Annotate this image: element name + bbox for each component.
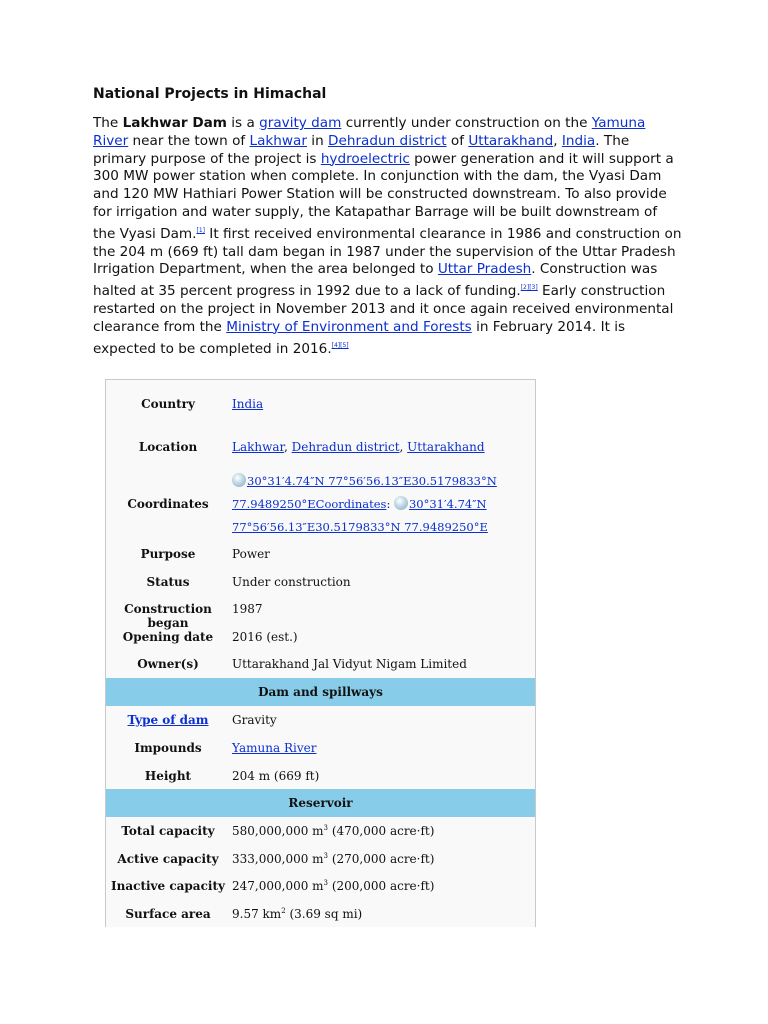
height-label: Height xyxy=(144,769,192,783)
opening-date-label: Opening date xyxy=(122,630,214,644)
section-header-reservoir: Reservoir xyxy=(106,789,535,817)
type-of-dam-value: Gravity xyxy=(232,713,277,727)
coordinates-link-3[interactable]: 30°31′4.74″N xyxy=(408,497,487,511)
surface-area-value: 9.57 $km^2$ (3.69 sq mi) xyxy=(232,907,363,921)
infobox: Country India Location Lakhwar, Dehradun district, Uttarakhand Coordinates 30°31′4.74″N 77°56′56.13″E30.5179833°N 77.9489250°ECoordinates: 30°31′4.74″N 77°56′56.13″E30.5179833°N 77.9489250°E Purpose Power Status Under construction Construction began 1987 Opening date 2016 (est.) Owner(s) Uttarakhand Jal Vidyut Nigam Limited Dam and spillways Type of dam Gravity Impounds Yamuna River Height 204 m (669 ft) Reservoir Total capacity 580,000,000 $m^3$ (470,000 acre·ft) Active capacity 333,000,000 $m^3$ (270,000 acre·ft) Inactive capacity 247,000,000 $m^3$ (200,000 acre·ft) Surface area 9.57 $km^2$ (3.69 sq mi) xyxy=(105,379,536,927)
article-paragraph: The Lakhwar Dam is a gravity dam currently under construction on the Yamuna River near the town of Lakhwar in Dehradun district of Uttarakhand, India. The primary purpose of the project is hydroelectric power generation and it will support a 300 MW power station when complete. In conjunction with the dam, the Vyasi Dam and 120 MW Hathiari Power Station will be constructed downstream. To also provide for irrigation and water supply, the Katapathar Barrage will be built downstream of the Vyasi Dam.[1] It first received environmental clearance in 1986 and construction on the 204 m (669 ft) tall dam began in 1987 under the supervision of the Uttar Pradesh Irrigation Department, when the area belonged to Uttar Pradesh. Construction was halted at 35 percent progress in 1992 due to a lack of funding.[2][3] Early construction restarted on the project in November 2013 and it once again received environmental clearance from the Ministry of Environment and Forests in February 2014. It is expected to be completed in 2016.[4][5] xyxy=(93,115,682,357)
purpose-label: Purpose xyxy=(140,547,196,561)
location-label: Location xyxy=(138,440,198,454)
link-hydroelectric[interactable]: hydroelectric xyxy=(320,150,410,167)
link-ministry-environment-forests[interactable]: Ministry of Environment and Forests xyxy=(226,318,472,335)
total-capacity-label: Total capacity xyxy=(121,824,215,838)
link-india[interactable]: India xyxy=(561,132,596,149)
link-yamuna-river[interactable]: Yamuna River xyxy=(93,115,646,149)
globe-icon[interactable] xyxy=(232,473,246,487)
status-value: Under construction xyxy=(232,575,351,589)
impounds-link[interactable]: Yamuna River xyxy=(232,741,317,755)
country-link[interactable]: India xyxy=(232,397,264,411)
link-gravity-dam[interactable]: gravity dam xyxy=(259,115,342,131)
section-header-dam-spillways: Dam and spillways xyxy=(106,678,535,706)
impounds-label: Impounds xyxy=(134,741,202,755)
globe-icon[interactable] xyxy=(394,496,408,510)
purpose-value: Power xyxy=(232,547,270,561)
inactive-capacity-value: 247,000,000 $m^3$ (200,000 acre·ft) xyxy=(232,879,435,893)
owner-value: Uttarakhand Jal Vidyut Nigam Limited xyxy=(232,657,467,671)
active-capacity-label: Active capacity xyxy=(117,852,219,866)
construction-began-label: Construction began xyxy=(124,602,212,630)
opening-date-value: 2016 (est.) xyxy=(232,630,298,644)
reference-1[interactable]: [1] xyxy=(196,226,205,234)
infobox-row-coordinates: Coordinates 30°31′4.74″N 77°56′56.13″E30.5179833°N 77.9489250°ECoordinates: 30°31′4.74″N 77°56′56.13″E30.5179833°N 77.9489250°E xyxy=(106,470,535,540)
dam-name: Lakhwar Dam xyxy=(122,115,227,131)
page-title: National Projects in Himachal xyxy=(93,86,327,102)
location-link-lakhwar[interactable]: Lakhwar xyxy=(232,440,284,454)
location-link-uttarakhand[interactable]: Uttarakhand xyxy=(407,440,485,454)
link-dehradun-district[interactable]: Dehradun district xyxy=(328,132,447,149)
coordinates-link-2[interactable]: 77.9489250°ECoordinates xyxy=(232,497,387,511)
type-of-dam-link[interactable]: Type of dam xyxy=(127,713,209,727)
coordinates-label: Coordinates xyxy=(127,497,209,511)
coordinates-link-1[interactable]: 30°31′4.74″N 77°56′56.13″E30.5179833°N xyxy=(247,474,497,488)
active-capacity-value: 333,000,000 $m^3$ (270,000 acre·ft) xyxy=(232,852,435,866)
height-value: 204 m (669 ft) xyxy=(232,769,320,783)
surface-area-label: Surface area xyxy=(125,907,211,921)
link-lakhwar[interactable]: Lakhwar xyxy=(249,132,307,149)
status-label: Status xyxy=(146,575,190,589)
reference-2-3[interactable]: [2][3] xyxy=(520,284,538,292)
owner-label: Owner(s) xyxy=(137,657,199,671)
country-label: Country xyxy=(141,397,195,411)
total-capacity-value: 580,000,000 $m^3$ (470,000 acre·ft) xyxy=(232,824,435,838)
construction-began-value: 1987 xyxy=(232,602,263,616)
reference-4-5[interactable]: [4][5] xyxy=(331,341,349,349)
coordinates-link-4[interactable]: 77°56′56.13″E30.5179833°N 77.9489250°E xyxy=(232,520,488,534)
inactive-capacity-label: Inactive capacity xyxy=(111,879,225,893)
link-uttarakhand[interactable]: Uttarakhand xyxy=(468,132,554,149)
location-link-dehradun[interactable]: Dehradun district xyxy=(291,440,400,454)
link-uttar-pradesh[interactable]: Uttar Pradesh xyxy=(437,261,532,278)
